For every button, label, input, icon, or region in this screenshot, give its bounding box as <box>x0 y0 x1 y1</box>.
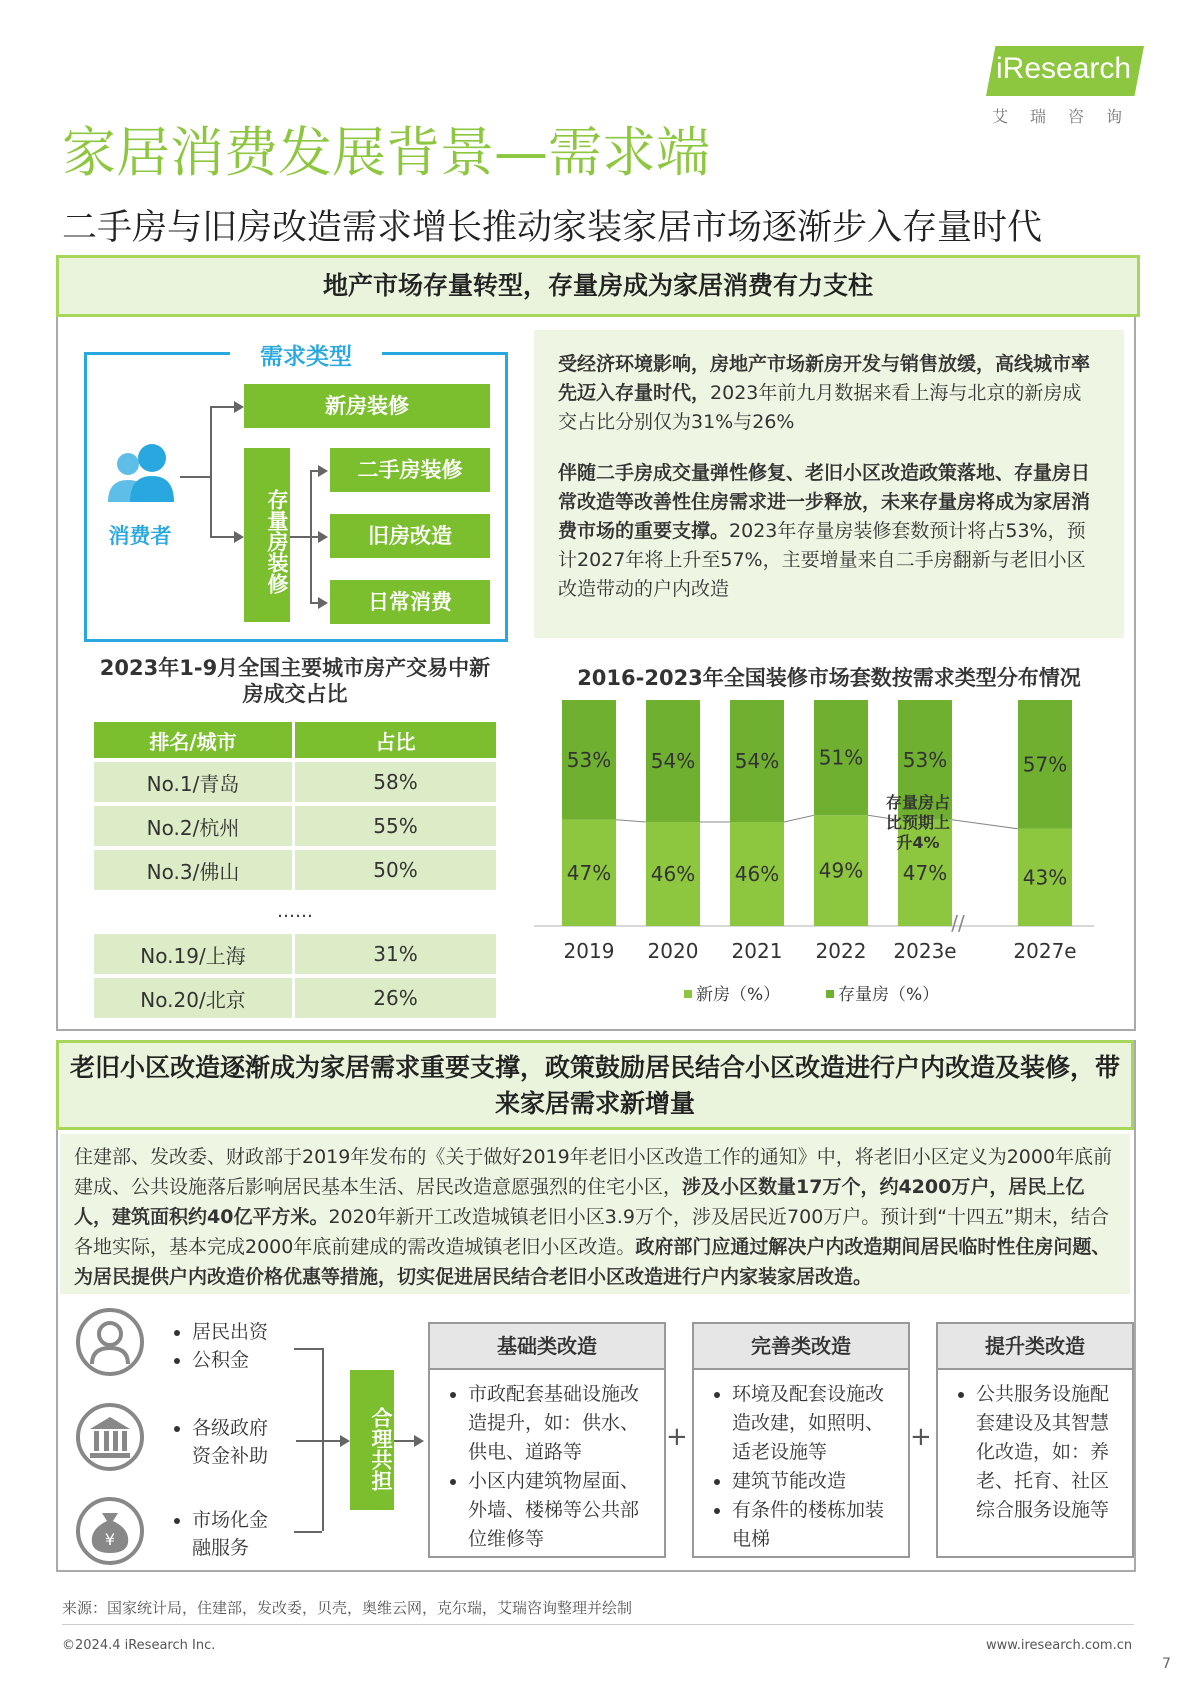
data-label: 47% <box>902 860 948 885</box>
rank-table-bottom <box>94 930 496 1022</box>
text-normal: 2020年新开工改造城镇老旧小区3.9万个，涉及居民近700万户。预计到“十四五”期末，结合各地实际，基本完成2000年底前建成的需改造城镇老旧小区改造。 <box>74 1206 1109 1258</box>
card-body <box>938 1370 1132 1525</box>
data-label: 47% <box>566 860 612 885</box>
table-cell: 31% <box>373 942 418 966</box>
text-bold: 受经济环境影响，房地产市场新房开发与销售放缓，高线城市率先迈入存量时代， <box>558 353 1091 404</box>
boundary-connector <box>784 815 814 822</box>
legend-swatch <box>826 990 834 998</box>
chart-title: 2016-2023年全国装修市场套数按需求类型分布情况 <box>577 666 1081 690</box>
tick-label: 2021 <box>731 939 783 963</box>
arrow-icon <box>318 465 328 477</box>
card-body <box>430 1370 664 1554</box>
demand-type-label: 需求类型 <box>230 338 382 371</box>
rank-table-title: 2023年1-9月全国主要城市房产交易中新房成交占比 <box>99 656 491 706</box>
connector <box>210 406 234 408</box>
arrow-icon <box>234 401 244 413</box>
policy-paragraph <box>60 1134 1130 1294</box>
connector <box>294 1531 322 1533</box>
table-header <box>94 722 496 758</box>
logo: iResearch <box>996 52 1132 85</box>
card-title: 提升类改造 <box>938 1324 1132 1370</box>
data-label: 51% <box>818 745 864 770</box>
legend-label: 存量房（%） <box>838 985 940 1005</box>
annotation-label: 存量房占 <box>885 793 951 812</box>
funding-market <box>170 1506 280 1562</box>
list-item: • 市政配套基础设施改造提升，如：供水、供电、道路等 <box>468 1380 652 1467</box>
table-cell: No.1/青岛 <box>94 762 295 802</box>
text-normal: 2023年前九月数据来看上海与北京的新房成交占比分别仅为31%与26% <box>558 382 1082 433</box>
list-item: • 环境及配套设施改造改建，如照明、适老设施等 <box>732 1380 896 1467</box>
data-label: 46% <box>650 862 696 887</box>
data-label: 43% <box>1022 865 1068 890</box>
list-item: • 建筑节能改造 <box>732 1467 896 1496</box>
table-cell: No.2/杭州 <box>94 806 295 846</box>
connector <box>294 1348 322 1350</box>
table-row <box>94 762 496 802</box>
arrow-icon <box>318 531 328 543</box>
table-cell: 50% <box>373 858 418 882</box>
improvement-renovation-card <box>692 1322 910 1558</box>
data-label: 54% <box>650 749 696 774</box>
data-label: 49% <box>818 858 864 883</box>
annotation-label: 升4% <box>896 833 940 852</box>
axis-break: // <box>951 911 965 935</box>
website-link[interactable]: www.iresearch.com.cn <box>986 1638 1133 1653</box>
list-item: • 市场化金融服务 <box>192 1506 280 1562</box>
list-item: • 各级政府资金补助 <box>192 1414 280 1470</box>
stock-house-box: 存量房装修 <box>244 448 290 622</box>
market-paragraph-2 <box>558 459 1100 604</box>
footer-divider <box>62 1624 1134 1625</box>
new-house-box: 新房装修 <box>244 384 490 428</box>
connector <box>394 1440 416 1442</box>
table-ellipsis: …… <box>277 901 313 922</box>
plus-icon: + <box>666 1422 688 1452</box>
connector <box>210 406 212 537</box>
list-item: • 有条件的楼栋加装电梯 <box>732 1496 896 1554</box>
arrow-icon <box>234 531 244 543</box>
legend-swatch <box>684 990 692 998</box>
funding-government <box>170 1414 280 1470</box>
table-cell: 58% <box>373 770 418 794</box>
copyright: ©2024.4 iResearch Inc. <box>62 1638 216 1653</box>
data-label: 53% <box>902 747 948 772</box>
upgrade-renovation-card <box>936 1322 1134 1558</box>
table-row <box>94 978 496 1018</box>
connector <box>290 536 310 538</box>
text-bold: 伴随二手房成交量弹性修复、老旧小区改造政策落地、存量房日常改造等改善性住房需求进一步释放，未来存量房将成为家居消费市场的重要支撑。 <box>558 462 1091 542</box>
table-cell: No.19/上海 <box>94 934 295 974</box>
market-text-panel <box>534 330 1124 638</box>
column-header: 占比 <box>375 729 416 754</box>
connector <box>210 536 234 538</box>
page-number: 7 <box>1162 1656 1171 1672</box>
card-title: 基础类改造 <box>430 1324 664 1370</box>
page-title: 家居消费发展背景—需求端 <box>62 121 710 184</box>
tick-label: 2027e <box>1013 939 1077 963</box>
tick-label: 2022 <box>815 939 867 963</box>
list-item: • 公积金 <box>192 1346 268 1374</box>
annotation-label: 比预期上 <box>885 813 951 832</box>
page-subtitle: 二手房与旧房改造需求增长推动家装家居市场逐渐步入存量时代 <box>62 208 1043 248</box>
text-normal: 2023年存量房装修套数预计将占53%，预计2027年将上升至57%，主要增量来自二手房翻新与老旧小区改造带动的户内改造 <box>558 520 1086 600</box>
data-label: 46% <box>734 862 780 887</box>
rank-table-top <box>94 718 496 894</box>
basic-renovation-card <box>428 1322 666 1558</box>
tick-label: 2023e <box>893 939 957 963</box>
daily-consumption-box: 日常消费 <box>330 580 490 624</box>
arrow-icon <box>318 597 328 609</box>
plus-icon: + <box>910 1422 932 1452</box>
table-row <box>94 850 496 890</box>
tick-label: 2019 <box>563 939 615 963</box>
arrow-icon <box>340 1435 350 1447</box>
boundary-connector <box>952 820 1018 829</box>
column-header: 排名/城市 <box>94 722 295 758</box>
rank-table <box>94 718 496 1022</box>
government-icon <box>76 1403 144 1471</box>
section1-banner: 地产市场存量转型，存量房成为家居消费有力支柱 <box>56 255 1140 317</box>
text-bold: 涉及小区数量17万个，约4200万户，居民上亿人，建筑面积约40亿平方米。 <box>74 1176 1085 1228</box>
svg-text:¥: ¥ <box>104 1530 116 1549</box>
tick-label: 2020 <box>647 939 699 963</box>
consumer-icon <box>100 440 180 510</box>
boundary-connector <box>616 820 646 822</box>
section2-banner: 老旧小区改造逐渐成为家居需求重要支撑，政策鼓励居民结合小区改造进行户内改造及装修，带来家居需求新增量 <box>56 1040 1134 1130</box>
list-item: • 公共服务设施配套建设及其智慧化改造，如：养老、托育、社区综合服务设施等 <box>976 1380 1120 1525</box>
table-row <box>94 934 496 974</box>
person-icon <box>76 1308 144 1376</box>
shared-burden-box: 合理共担 <box>350 1370 394 1510</box>
text-normal: 住建部、发改委、财政部于2019年发布的《关于做好2019年老旧小区改造工作的通知》中，将老旧小区定义为2000年底前建成、公共设施落后影响居民基本生活、居民改造意愿强烈的住宅小区， <box>74 1146 1113 1198</box>
data-label: 53% <box>566 747 612 772</box>
connector <box>180 476 210 478</box>
card-title: 完善类改造 <box>694 1324 908 1370</box>
old-house-renovation-box: 旧房改造 <box>330 514 490 558</box>
stacked-bar-chart <box>534 690 1124 1020</box>
second-hand-box: 二手房装修 <box>330 448 490 492</box>
text-bold: 政府部门应通过解决户内改造期间居民临时性住房问题、为居民提供户内改造价格优惠等措施，切实促进居民结合老旧小区改造进行户内家装家居改造。 <box>74 1236 1111 1288</box>
table-row <box>94 806 496 846</box>
funding-residents <box>170 1318 268 1374</box>
data-label: 57% <box>1022 752 1068 777</box>
card-body <box>694 1370 908 1554</box>
table-cell: 26% <box>373 986 418 1010</box>
data-label: 54% <box>734 749 780 774</box>
logo-subtitle: 艾瑞咨询 <box>992 107 1145 126</box>
market-paragraph-1 <box>558 350 1100 437</box>
consumer-label: 消费者 <box>108 524 172 548</box>
source-note: 来源：国家统计局，住建部，发改委，贝壳，奥维云网，克尔瑞，艾瑞咨询整理并绘制 <box>62 1599 633 1617</box>
table-cell: No.20/北京 <box>94 978 295 1018</box>
table-cell: 55% <box>373 814 418 838</box>
legend-label: 新房（%） <box>696 985 781 1005</box>
list-item: • 小区内建筑物屋面、外墙、楼梯等公共部位维修等 <box>468 1467 652 1554</box>
table-cell: No.3/佛山 <box>94 850 295 890</box>
money-bag-icon <box>76 1497 144 1565</box>
connector <box>296 1440 344 1442</box>
list-item: • 居民出资 <box>192 1318 268 1346</box>
arrow-icon <box>414 1435 424 1447</box>
